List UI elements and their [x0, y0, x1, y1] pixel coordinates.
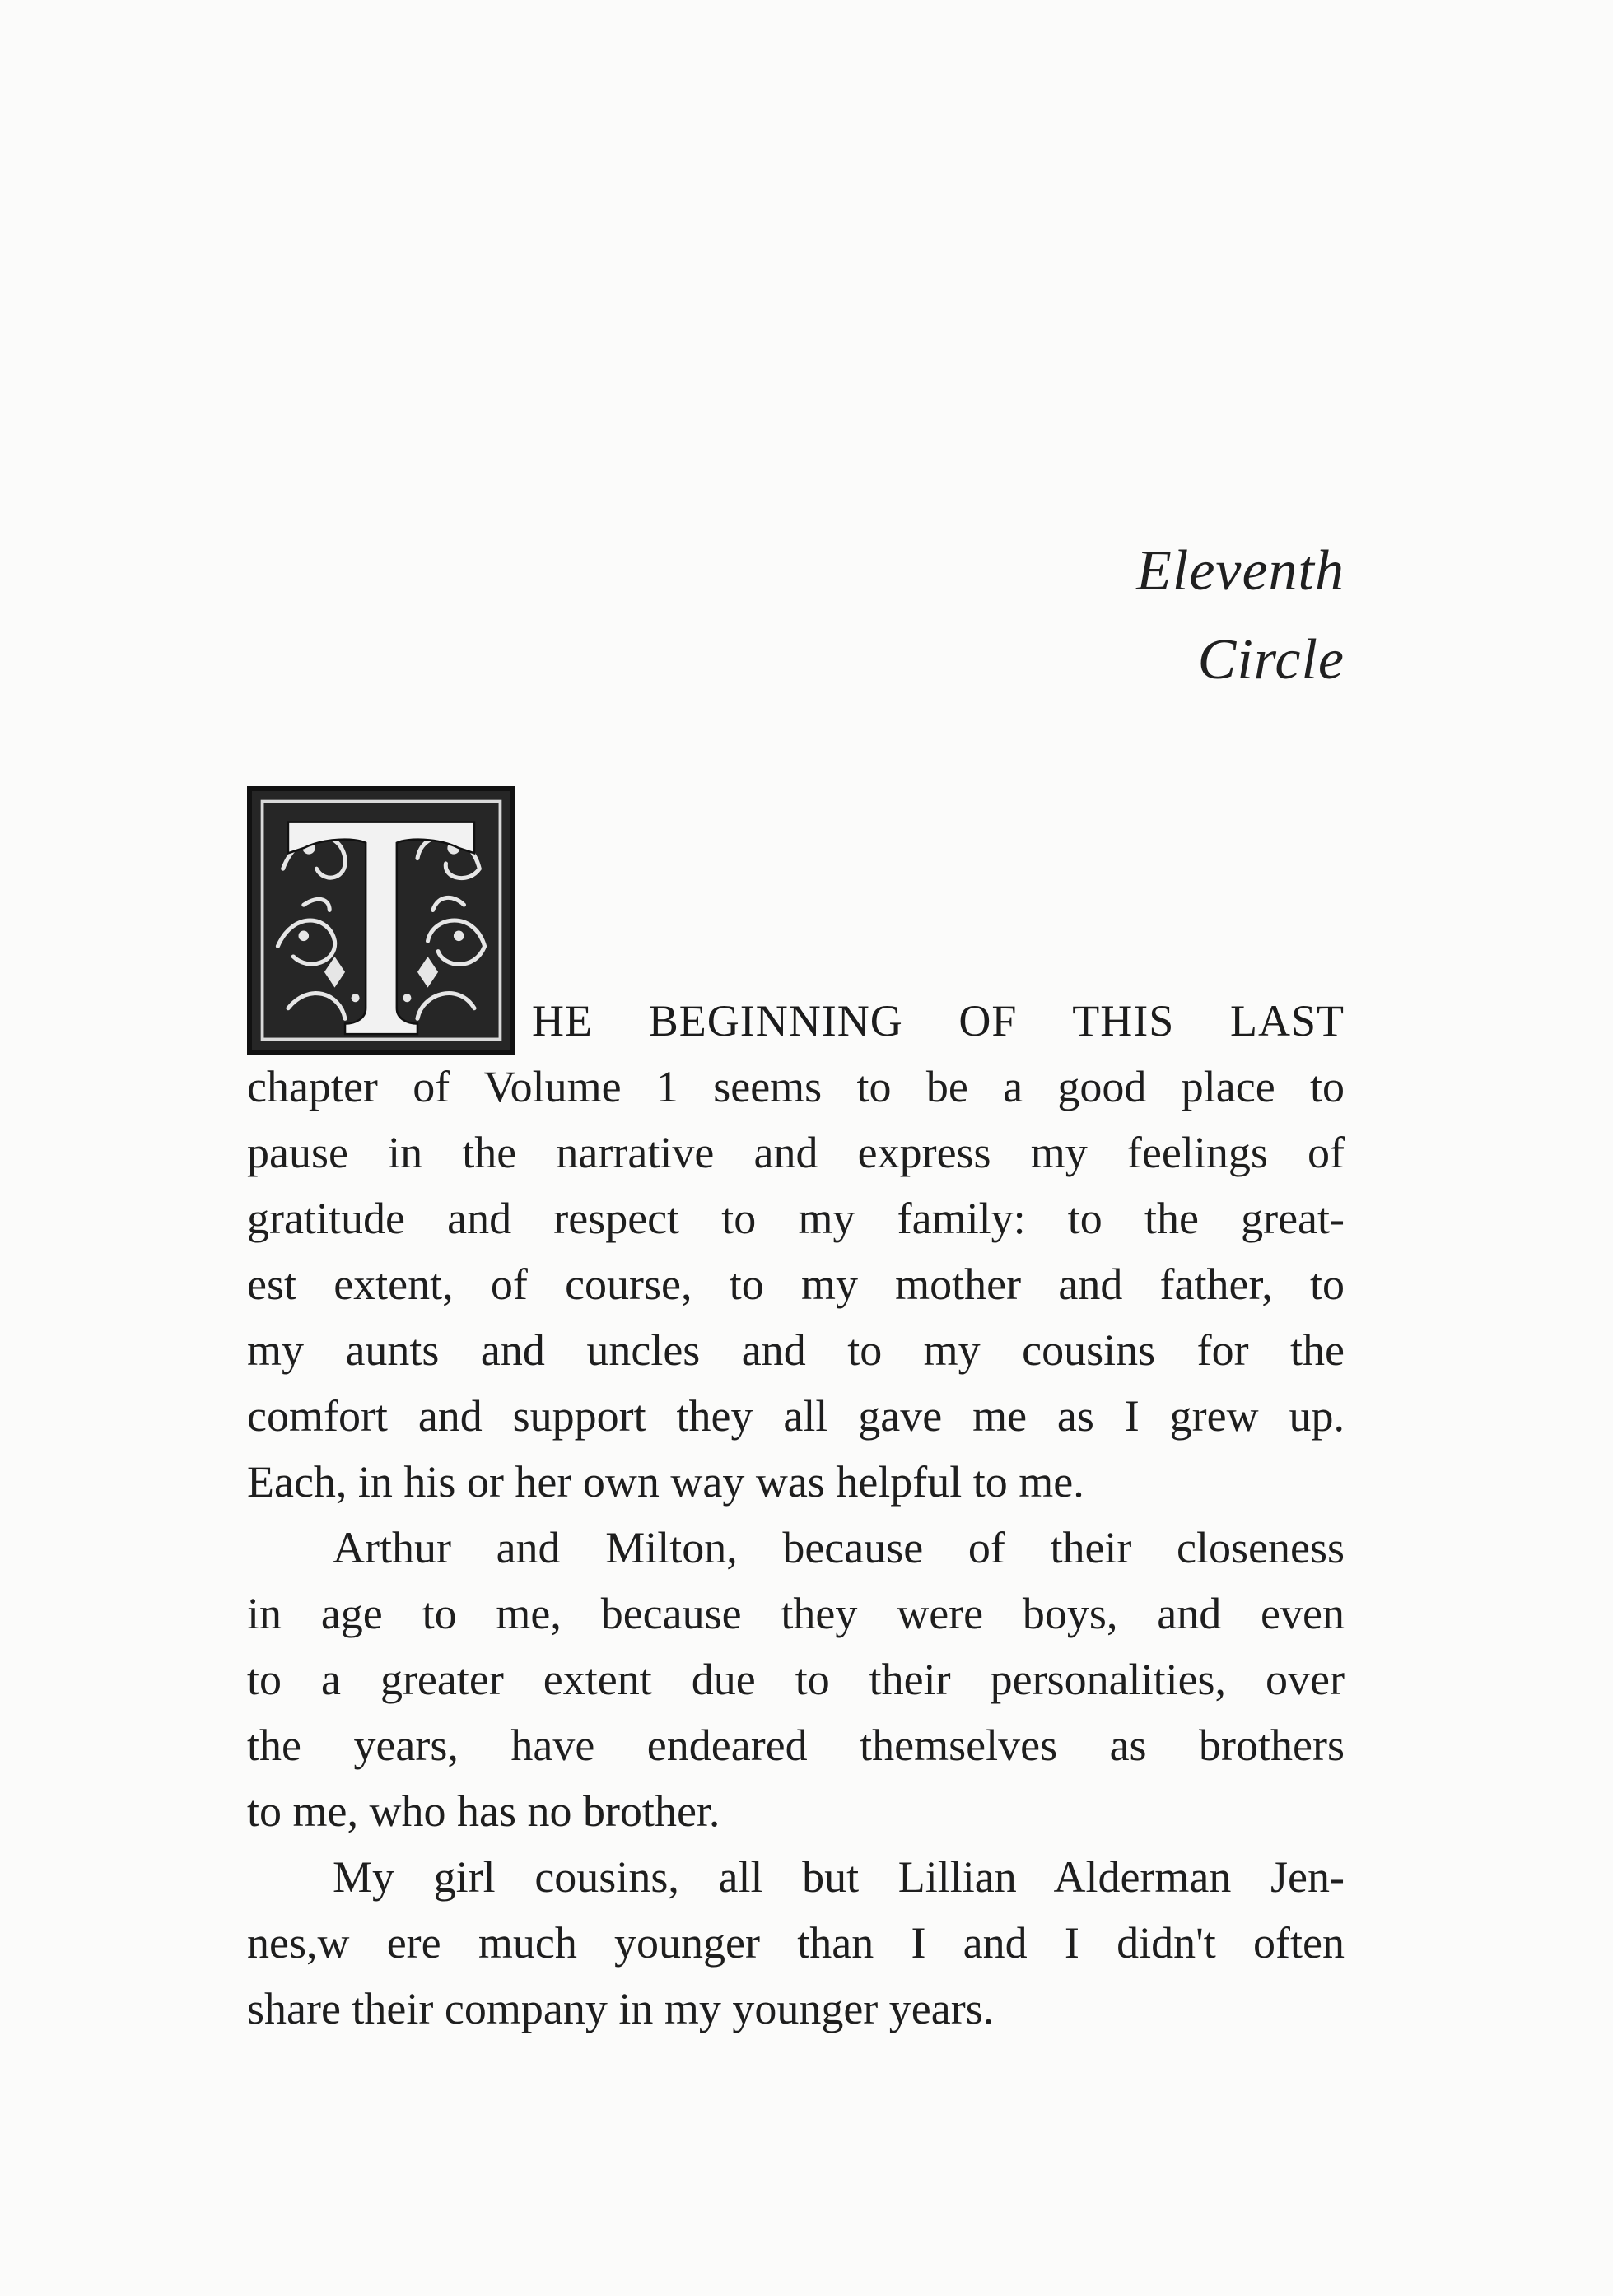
- text-line: est extent, of course, to my mother and father, to: [247, 1260, 1345, 1309]
- text-line: My girl cousins, all but Lillian Alderman Jen-: [333, 1852, 1345, 1902]
- text-line: Each, in his or her own way was helpful to me.: [247, 1457, 1084, 1507]
- chapter-title: [1136, 527, 1345, 705]
- text-line: nes,w ere much younger than I and I didn't often: [247, 1918, 1345, 1968]
- text-line: the years, have endeared themselves as brothers: [247, 1721, 1345, 1770]
- text-line: in age to me, because they were boys, and even: [247, 1589, 1345, 1638]
- text-line: pause in the narrative and express my feelings of: [247, 1128, 1345, 1177]
- body-text: [247, 1054, 1345, 2042]
- text-line: to a greater extent due to their personalities, over: [247, 1655, 1345, 1704]
- ornamental-drop-cap-t: [247, 786, 515, 1055]
- ornamental-initial-graphic: [252, 791, 510, 1050]
- text-line: Arthur and Milton, because of their closeness: [333, 1523, 1345, 1572]
- text-line: to me, who has no brother.: [247, 1786, 720, 1836]
- first-line-text: HE BEGINNING OF THIS LAST: [532, 996, 1345, 1046]
- chapter-title-line-2: Circle: [1197, 628, 1345, 692]
- text-line: gratitude and respect to my family: to the great-: [247, 1194, 1345, 1243]
- text-line: share their company in my younger years.: [247, 1984, 995, 2033]
- text-line: chapter of Volume 1 seems to be a good place to: [247, 1062, 1345, 1111]
- text-line: comfort and support they all gave me as I grew up.: [247, 1391, 1345, 1441]
- text-line: my aunts and uncles and to my cousins for the: [247, 1325, 1345, 1375]
- chapter-title-line-1: Eleventh: [1136, 539, 1345, 603]
